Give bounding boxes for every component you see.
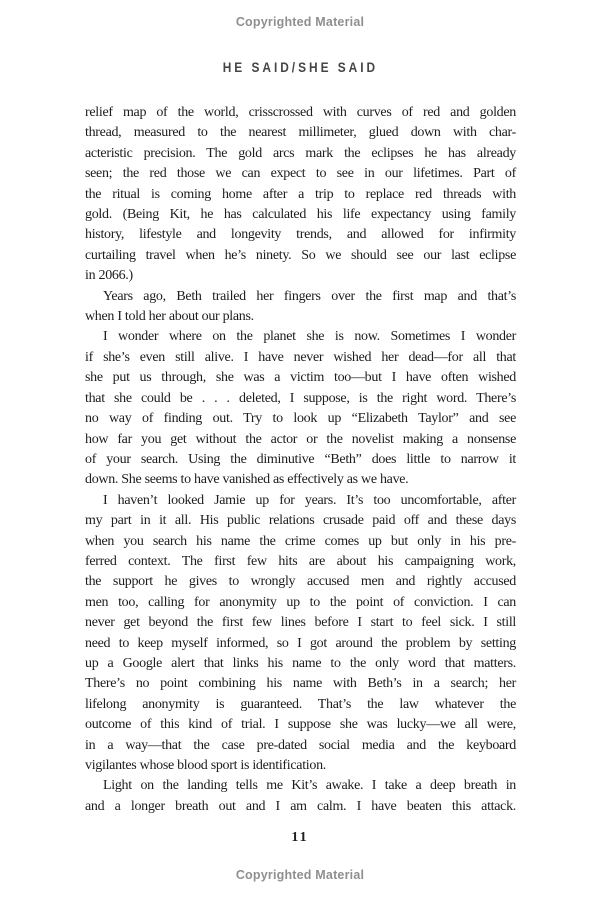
text-line: gold. (Being Kit, he has calculated his life expectancy using family [85,207,516,223]
text-line: the ritual is coming home after a trip to replace red threads with [85,186,516,202]
text-line: the support he gives to wrongly accused men and rightly accused [85,574,516,590]
text-line: never get beyond the first few lines before I start to feel sick. I still [85,615,516,631]
text-line: of your search. Using the diminutive “Beth” does little to narrow it [85,451,516,467]
text-line: if she’s even still alive. I have never wished her dead—for all that [85,349,516,365]
text-line: Years ago, Beth trailed her fingers over the first map and that’s [103,288,516,304]
text-line: in 2066.) [85,268,133,284]
text-line: curtailing travel when he’s ninety. So we should see our last eclipse [85,247,516,263]
text-line: vigilantes whose blood sport is identification. [85,758,326,773]
text-line: she put us through, she was a victim too—but I have often wished [85,370,516,386]
text-line: need to keep myself informed, so I got around the problem by setting [85,635,516,651]
text-line: seen; the red those we can expect to see in our lifetimes. Part of [85,166,516,182]
text-line: when you search his name the crime comes up but only in his pre- [85,533,516,549]
text-line: history, lifestyle and longevity trends, and allowed for infirmity [85,227,516,243]
text-line: up a Google alert that links his name to the only word that matters. [85,655,516,671]
text-line: I wonder where on the planet she is now. Sometimes I wonder [103,329,516,345]
text-line: I haven’t looked Jamie up for years. It’s too uncomfortable, after [103,492,516,508]
text-line: ferred context. The first few hits are about his campaigning work, [85,553,516,569]
text-line: There’s no point combining his name with Beth’s in a search; her [85,676,516,692]
text-line: outcome of this kind of trial. I suppose she was lucky—we all were, [85,717,516,733]
text-line: lifelong anonymity is guaranteed. That’s the law whatever the [85,696,516,712]
text-line: how far you get without the actor or the novelist making a nonsense [85,431,516,447]
text-line: relief map of the world, crisscrossed with curves of red and golden [85,105,516,120]
text-line: acteristic precision. The gold arcs mark the eclipses he has already [85,145,516,161]
text-line: down. She seems to have vanished as effectively as we have. [85,472,409,488]
copyright-notice-bottom: Copyrighted Material [235,868,365,882]
running-header-text: HE SAID/SHE SAID [222,59,378,75]
text-line: when I told her about our plans. [85,309,254,325]
text-line: that she could be . . . deleted, I suppose, is the right word. There’s [85,390,516,406]
text-line: in a way—that the case pre-dated social media and the keyboard [85,737,516,753]
page-text [85,103,516,817]
text-line: men too, calling for anonymity up to the point of conviction. I can [85,594,516,610]
copyright-notice-top: Copyrighted Material [235,15,365,29]
page-number: 11 [291,830,309,845]
text-line: my part in it all. His public relations crusade paid off and these days [85,513,516,529]
text-line: Light on the landing tells me Kit’s awake. I take a deep breath in [103,778,516,794]
running-header [0,59,600,75]
text-line: thread, measured to the nearest millimeter, glued down with char- [85,125,516,141]
text-line: and a longer breath out and I am calm. I have beaten this attack. [85,798,516,814]
text-line: no way of finding out. Try to look up “Elizabeth Taylor” and see [85,411,516,427]
